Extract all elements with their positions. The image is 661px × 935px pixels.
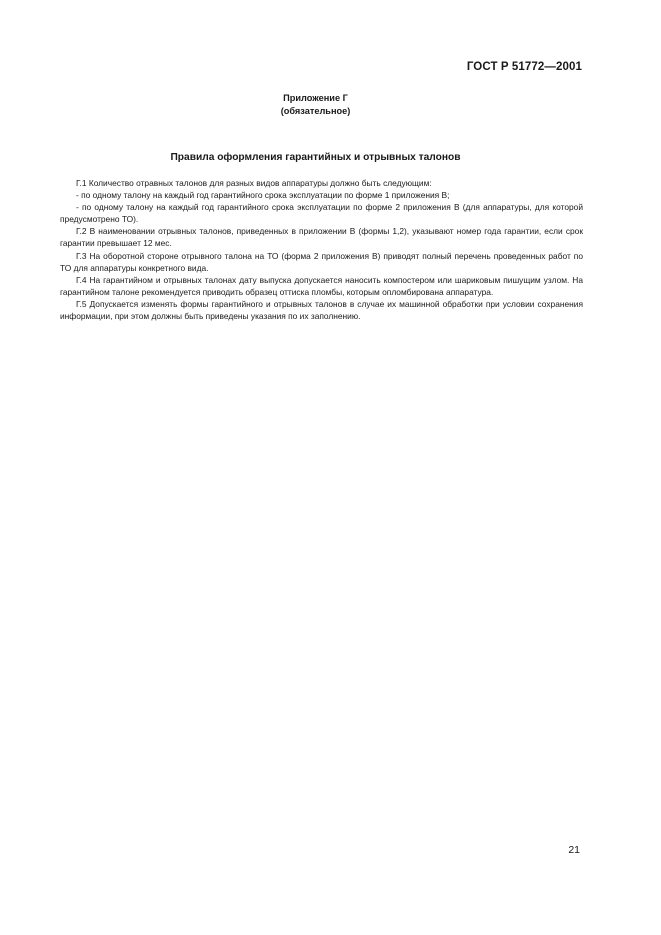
page-number: 21: [568, 844, 580, 856]
paragraph-g3: Г.3 На оборотной стороне отрывного талона на ТО (форма 2 приложения В) приводят полный перечень проведенных работ по ТО для аппаратуры конкретного вида.: [60, 250, 583, 273]
appendix-status: (обязательное): [280, 105, 351, 116]
paragraph-g4: Г.4 На гарантийном и отрывных талонах дату выпуска допускается наносить компостером или шариковым пишущим узлом. На гарантийном талоне рекомендуется приводить образец оттиска пломбы, которым опломбирована аппаратура.: [60, 274, 583, 297]
body-text: [60, 177, 583, 322]
standard-code: ГОСТ Р 51772—2001: [466, 61, 582, 73]
list-item-form-2: - по одному талону на каждый год гарантийного срока эксплуатации по форме 2 приложения В (для аппаратуры, для которой предусмотрено ТО).: [60, 202, 583, 225]
paragraph-g1: Г.1 Количество отравных талонов для разных видов аппаратуры должно быть следующим:: [76, 178, 432, 188]
section-title: Правила оформления гарантийных и отрывных талонов: [170, 152, 461, 163]
paragraph-g2: Г.2 В наименовании отрывных талонов, приведенных в приложении В (формы 1,2), указывают номер года гарантии, если срок гарантии превышает 12 мес.: [60, 226, 583, 249]
appendix-label: Приложение Г: [283, 93, 348, 103]
list-item-form-1: - по одному талону на каждый год гарантийного срока эксплуатации по форме 1 приложения В;: [76, 190, 450, 201]
appendix-heading: [0, 92, 631, 117]
paragraph-g5: Г.5 Допускается изменять формы гарантийного и отрывных талонов в случае их машинной обработки при условии сохранения информации, при этом должны быть приведены указания по их заполнению.: [60, 298, 583, 322]
